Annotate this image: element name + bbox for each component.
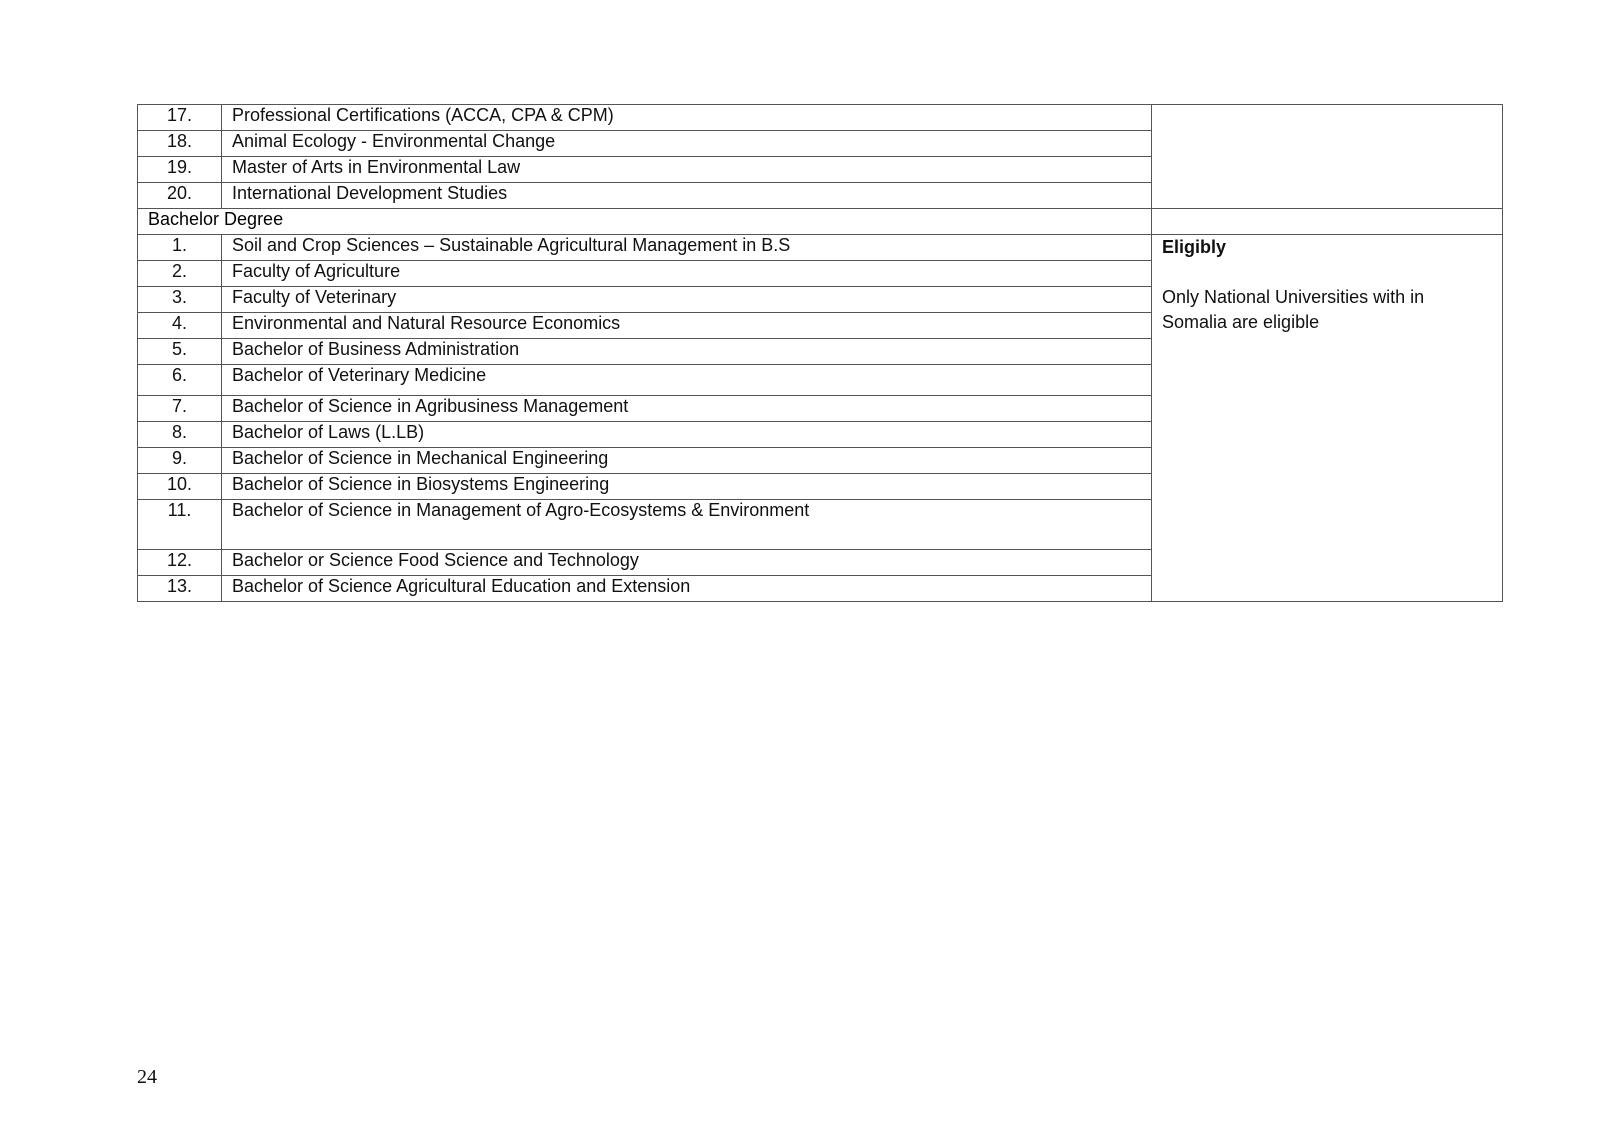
page-number: 24	[137, 1066, 157, 1088]
row-number: 12.	[138, 550, 222, 576]
programs-table	[137, 104, 1503, 602]
row-number: 10.	[138, 474, 222, 500]
program-name: Professional Certifications (ACCA, CPA & CPM)	[222, 105, 1152, 131]
row-number: 17.	[138, 105, 222, 131]
program-name: Bachelor of Science Agricultural Education and Extension	[222, 576, 1152, 602]
program-name: Bachelor of Science in Mechanical Engineering	[222, 448, 1152, 474]
program-name: Bachelor or Science Food Science and Technology	[222, 550, 1152, 576]
table-row	[138, 235, 1503, 261]
program-name: Bachelor of Laws (L.LB)	[222, 422, 1152, 448]
row-number: 4.	[138, 313, 222, 339]
row-number: 19.	[138, 157, 222, 183]
section-side-cell	[1152, 209, 1503, 235]
program-name: International Development Studies	[222, 183, 1152, 209]
program-name: Bachelor of Science in Management of Agro-Ecosystems & Environment	[222, 500, 1152, 550]
row-number: 20.	[138, 183, 222, 209]
row-number: 13.	[138, 576, 222, 602]
section-heading: Bachelor Degree	[138, 209, 1152, 235]
program-name: Animal Ecology - Environmental Change	[222, 131, 1152, 157]
row-number: 9.	[138, 448, 222, 474]
program-name: Soil and Crop Sciences – Sustainable Agricultural Management in B.S	[222, 235, 1152, 261]
row-number: 11.	[138, 500, 222, 550]
row-number: 6.	[138, 365, 222, 396]
table-row	[138, 105, 1503, 131]
program-name: Faculty of Veterinary	[222, 287, 1152, 313]
program-name: Master of Arts in Environmental Law	[222, 157, 1152, 183]
program-name: Environmental and Natural Resource Economics	[222, 313, 1152, 339]
eligibility-cell	[1152, 235, 1503, 602]
row-number: 18.	[138, 131, 222, 157]
section-row	[138, 209, 1503, 235]
program-name: Bachelor of Business Administration	[222, 339, 1152, 365]
program-name: Bachelor of Science in Biosystems Engineering	[222, 474, 1152, 500]
program-name: Faculty of Agriculture	[222, 261, 1152, 287]
row-number: 1.	[138, 235, 222, 261]
row-number: 7.	[138, 396, 222, 422]
row-number: 8.	[138, 422, 222, 448]
program-name: Bachelor of Science in Agribusiness Management	[222, 396, 1152, 422]
eligibility-cell-empty	[1152, 105, 1503, 209]
row-number: 3.	[138, 287, 222, 313]
eligibility-text: Only National Universities with in Somalia are eligible	[1162, 286, 1425, 332]
program-name: Bachelor of Veterinary Medicine	[222, 365, 1152, 396]
eligibility-heading: Eligibly	[1162, 237, 1227, 257]
row-number: 2.	[138, 261, 222, 287]
row-number: 5.	[138, 339, 222, 365]
